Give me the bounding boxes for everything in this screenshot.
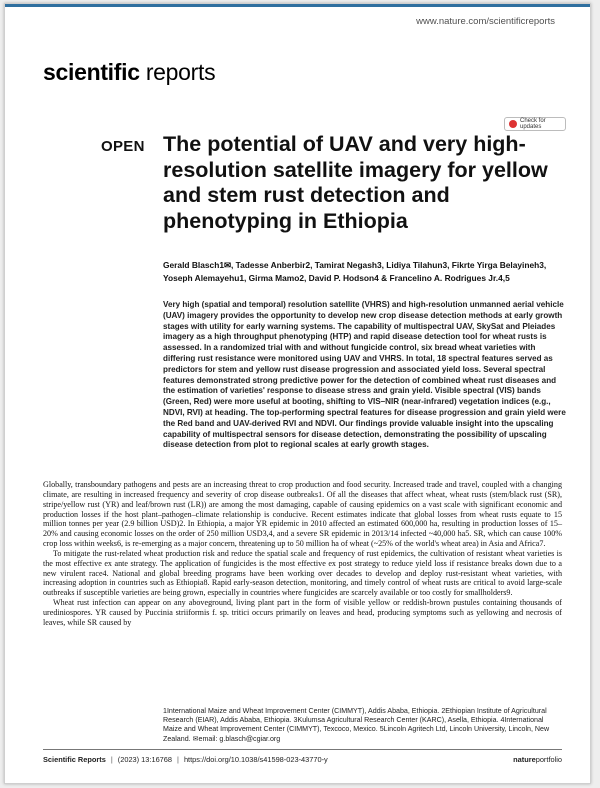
article-title: The potential of UAV and very high-resolution satellite imagery for yellow and stem rust detection and phenotyping in Ethiopia xyxy=(163,132,548,233)
top-accent-bar xyxy=(5,4,590,7)
updates-icon xyxy=(509,120,517,128)
publisher-light: portfolio xyxy=(535,755,562,764)
body-paragraph: To mitigate the rust-related wheat production risk and reduce the spatial scale and frequency of rust epidemics, the cultivation of resistant wheat varieties is the most effective ex ante strategy. The application of fungicides is the most effective ex post strategy to reduce yield loss if resistance breaks down due to a new virulent race4. National and global breeding programs have been working over decades to develop and deploy rust-resistant wheat varieties, with increasing adoption in countries such as Ethiopia8. Rapid early-season detection, monitoring, and timely control of wheat rusts are critical to avoid large-scale outbreaks if susceptible varieties are being grown, especially in countries where fungicides are scarcely available or too costly for smallholders9. xyxy=(43,548,562,598)
check-for-updates-button[interactable] xyxy=(504,117,566,131)
logo-light-text: reports xyxy=(145,59,216,85)
page-footer xyxy=(43,755,562,764)
open-access-badge: OPEN xyxy=(101,138,145,155)
footer-journal: Scientific Reports xyxy=(43,755,106,764)
journal-url-link[interactable]: www.nature.com/scientificreports xyxy=(416,16,555,27)
footer-citation: (2023) 13:16768 xyxy=(117,755,173,764)
affiliations: 1International Maize and Wheat Improvement Center (CIMMYT), Addis Ababa, Ethiopia. 2Ethiopian Institute of Agricultural Research (EIAR), Addis Ababa, Ethiopia. 3Kulumsa Agricultural Research Center (KARC), Asella, Ethiopia. 4International Maize and Wheat Improvement Center (CIMMYT), Texcoco, Mexico. 5Lincoln Agritech Ltd, Lincoln University, Lincoln, New Zealand. ✉email: g.blasch@cgiar.org xyxy=(163,707,550,743)
body-paragraph: Globally, transboundary pathogens and pests are an increasing threat to crop production and food security. Increased trade and travel, coupled with a changing climate, are resulting in increased frequency and severity of crop disease outbreaks1. Of all the diseases that affect wheat, wheat rusts (stem/black rust (SR), stripe/yellow rust (YR) and leaf/brown rust (LR)) are among the most damaging, capable of causing epidemics on a vast scale with significant economic and production losses if the host plant–pathogen–climate relationship is conducive. Recent estimates indicate that global losses from wheat rusts equate to 15 million tonnes per year (2.9 billion USD)2. In Ethiopia, a major YR epidemic in 2010 affected an estimated 600,000 ha, resulting in production losses of 15–20% and causing economic losses on the order of 250 million USD3,4, and a severe SR epidemic in 2013/14 infected ~40,000 ha5. SR, which can cause 100% crop loss within weeks6, is re-emerging as a major concern, threatening up to 50 million ha of wheat (~25% of the world's wheat area) in Asia and Africa7. xyxy=(43,480,562,549)
journal-logo[interactable] xyxy=(43,59,215,86)
publisher-bold: nature xyxy=(513,755,536,764)
publisher-logo xyxy=(513,755,562,764)
footer-separator: | xyxy=(110,755,113,764)
article-page xyxy=(4,3,591,784)
check-updates-label: Check for updates xyxy=(520,118,546,130)
logo-bold-text: scientific xyxy=(43,59,140,85)
body-paragraph: Wheat rust infection can appear on any aboveground, living plant part in the form of visible yellow or reddish-brown pustules containing thousands of urediniospores. YR caused by Puccinia striiformis f. sp. tritici occurs primarily on leaves and head, producing symptoms such as yellowing and necrosis of leaves, while SR caused by xyxy=(43,598,562,627)
abstract: Very high (spatial and temporal) resolution satellite (VHRS) and high-resolution unmanned aerial vehicle (UAV) imagery provides the opportunity to develop new crop disease detection methods at early growth stages with utility for early warning systems. The capability of multispectral UAV, SkySat and Pleiades imagery as a high throughput phenotyping (HTP) and rapid disease detection tool for wheat rusts is assessed. In a randomized trial with and without fungicide control, six bread wheat varieties with differing rust resistance were monitored using UAV and VHRS. In total, 18 spectral features served as predictors for stem and yellow rust disease progression and associated yield loss. Several spectral features demonstrated strong predictive power for the detection of combined wheat rust diseases and the estimation of varieties' response to disease stress and grain yield. Visible spectral (VIS) bands (Green, Red) were more useful at booting, shifting to VIS–NIR (near-infrared) vegetation indices (e.g., NDVI, RVI) at heading. The top-performing spectral features for disease progression and grain yield were the Red band and UAV-derived RVI and NDVI. Our findings provide valuable insight into the upscaling capability of multispectral sensors for disease detection, demonstrating the possibility of upscaling disease detection from plot to regional scales at early growth stages. xyxy=(163,300,566,450)
author-list: Gerald Blasch1✉, Tadesse Anberbir2, Tamirat Negash3, Lidiya Tilahun3, Fikrte Yirga Belayineh3, Yoseph Alemayehu1, Girma Mamo2, David P. Hodson4 & Francelino A. Rodrigues Jr.4,5 xyxy=(163,260,547,283)
doi-link[interactable]: https://doi.org/10.1038/s41598-023-43770-y xyxy=(183,755,328,764)
footer-separator: | xyxy=(177,755,179,764)
footer-divider xyxy=(43,749,562,750)
body-text xyxy=(43,480,562,628)
